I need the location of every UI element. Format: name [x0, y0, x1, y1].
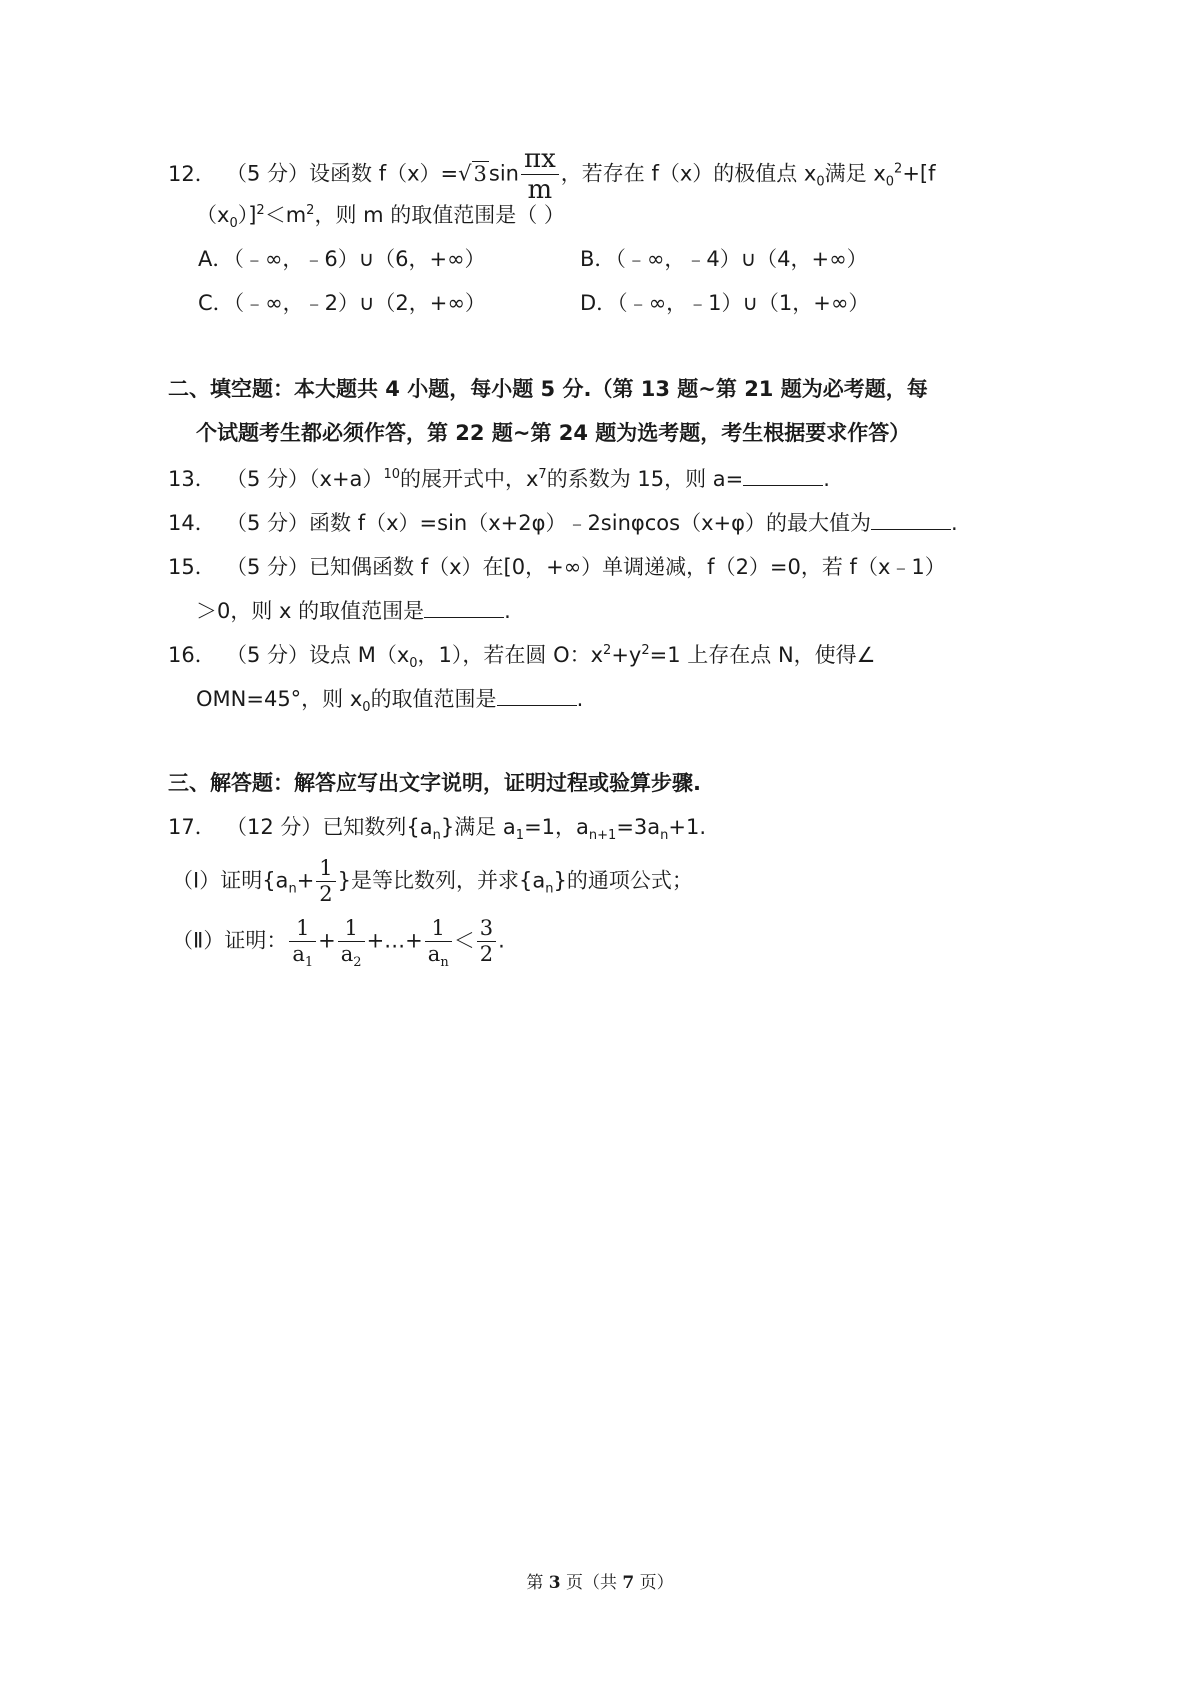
q12-option-c: C．（﹣∞，﹣2）∪（2，+∞） — [198, 291, 486, 315]
q16-line2: OMN=45°，则 $x_0$的取值范围是 . — [196, 687, 584, 716]
sqrt-symbol: √3 — [458, 161, 487, 186]
fraction-1-over-a2: $\frac{1}{a_2}$ — [338, 918, 365, 965]
half-fraction: $\frac{1}{2}$ — [316, 858, 335, 905]
fraction-1-over-a1: $\frac{1}{a_1}$ — [289, 918, 316, 965]
answer-blank — [871, 509, 951, 530]
q15-line1: 15． （5 分）已知偶函数 f（x）在[0，+∞）单调递减，f（2）=0，若 f（x﹣1） — [168, 555, 946, 579]
q16-line1: 16． （5 分）设点 $M(x_0$，1），若在圆 O：$x^2+y^2=1$ 上存在点 N，使得∠ — [168, 643, 876, 672]
q17-part2: （Ⅱ）证明： $\frac{1}{a_1}$ + $\frac{1}{a_2}$ +…+ $\frac{1}{a_n}$ ＜ $\frac{3}{2}$ . — [172, 916, 505, 971]
section3-heading: 三、解答题：解答应写出文字说明，证明过程或验算步骤. — [168, 771, 701, 795]
q17-stem: 17． （12 分）已知数列$\{a_n\}$满足 $a_1=1$，$a_{n+1}=3a_n+1$. — [168, 815, 707, 844]
section2-heading-line2: 个试题考生都必须作答，第 22 题~第 24 题为选考题，考生根据要求作答） — [196, 421, 911, 445]
fraction-3-over-2: $\frac{3}{2}$ — [477, 918, 496, 965]
page-footer: 第 3 页（共 7 页） — [526, 1573, 674, 1593]
q15-line2: ＞0，则 x 的取值范围是 . — [196, 599, 511, 623]
q12-option-b: B．（﹣∞，﹣4）∪（4，+∞） — [580, 247, 868, 271]
page-number: 3 — [548, 1573, 561, 1593]
q14: 14． （5 分）函数 f（x）=sin（x+2φ）﹣2sinφcos（x+φ）的最大值为 . — [168, 511, 958, 535]
answer-blank — [497, 685, 577, 706]
pi-x-over-m-fraction: $\frac{\pi x}{m}$ — [521, 146, 559, 203]
q13: 13． （5 分）$(x+a)^{10}$的展开式中，$x^7$的系数为 15，则 a= . — [168, 467, 830, 491]
q12-line2: $(x_0)]^2<m^2$，则 m 的取值范围是（ ） — [196, 203, 565, 232]
q12-option-a: A．（﹣∞，﹣6）∪（6，+∞） — [198, 247, 486, 271]
fraction-1-over-an: $\frac{1}{a_n}$ — [425, 918, 452, 965]
page-total: 7 — [622, 1573, 635, 1593]
answer-blank — [743, 465, 823, 486]
q17-part1: （Ⅰ）证明{$a_n+$ $\frac{1}{2}$ }是等比数列，并求$\{a_n\}$的通项公式； — [172, 856, 693, 906]
q12-number: 12． — [168, 161, 216, 186]
answer-blank — [424, 597, 504, 618]
section2-heading-line1: 二、填空题：本大题共 4 小题，每小题 5 分.（第 13 题~第 21 题为必考题，每 — [168, 377, 928, 401]
q12-line1: 12． （5 分）设函数 f（x）=√3sin $\frac{\pi x}{m}$ ，若存在 f（x）的极值点 $x_0$满足 $x_0^2+[f$ — [168, 144, 936, 205]
q12-option-d: D．（﹣∞，﹣1）∪（1，+∞） — [580, 291, 870, 315]
